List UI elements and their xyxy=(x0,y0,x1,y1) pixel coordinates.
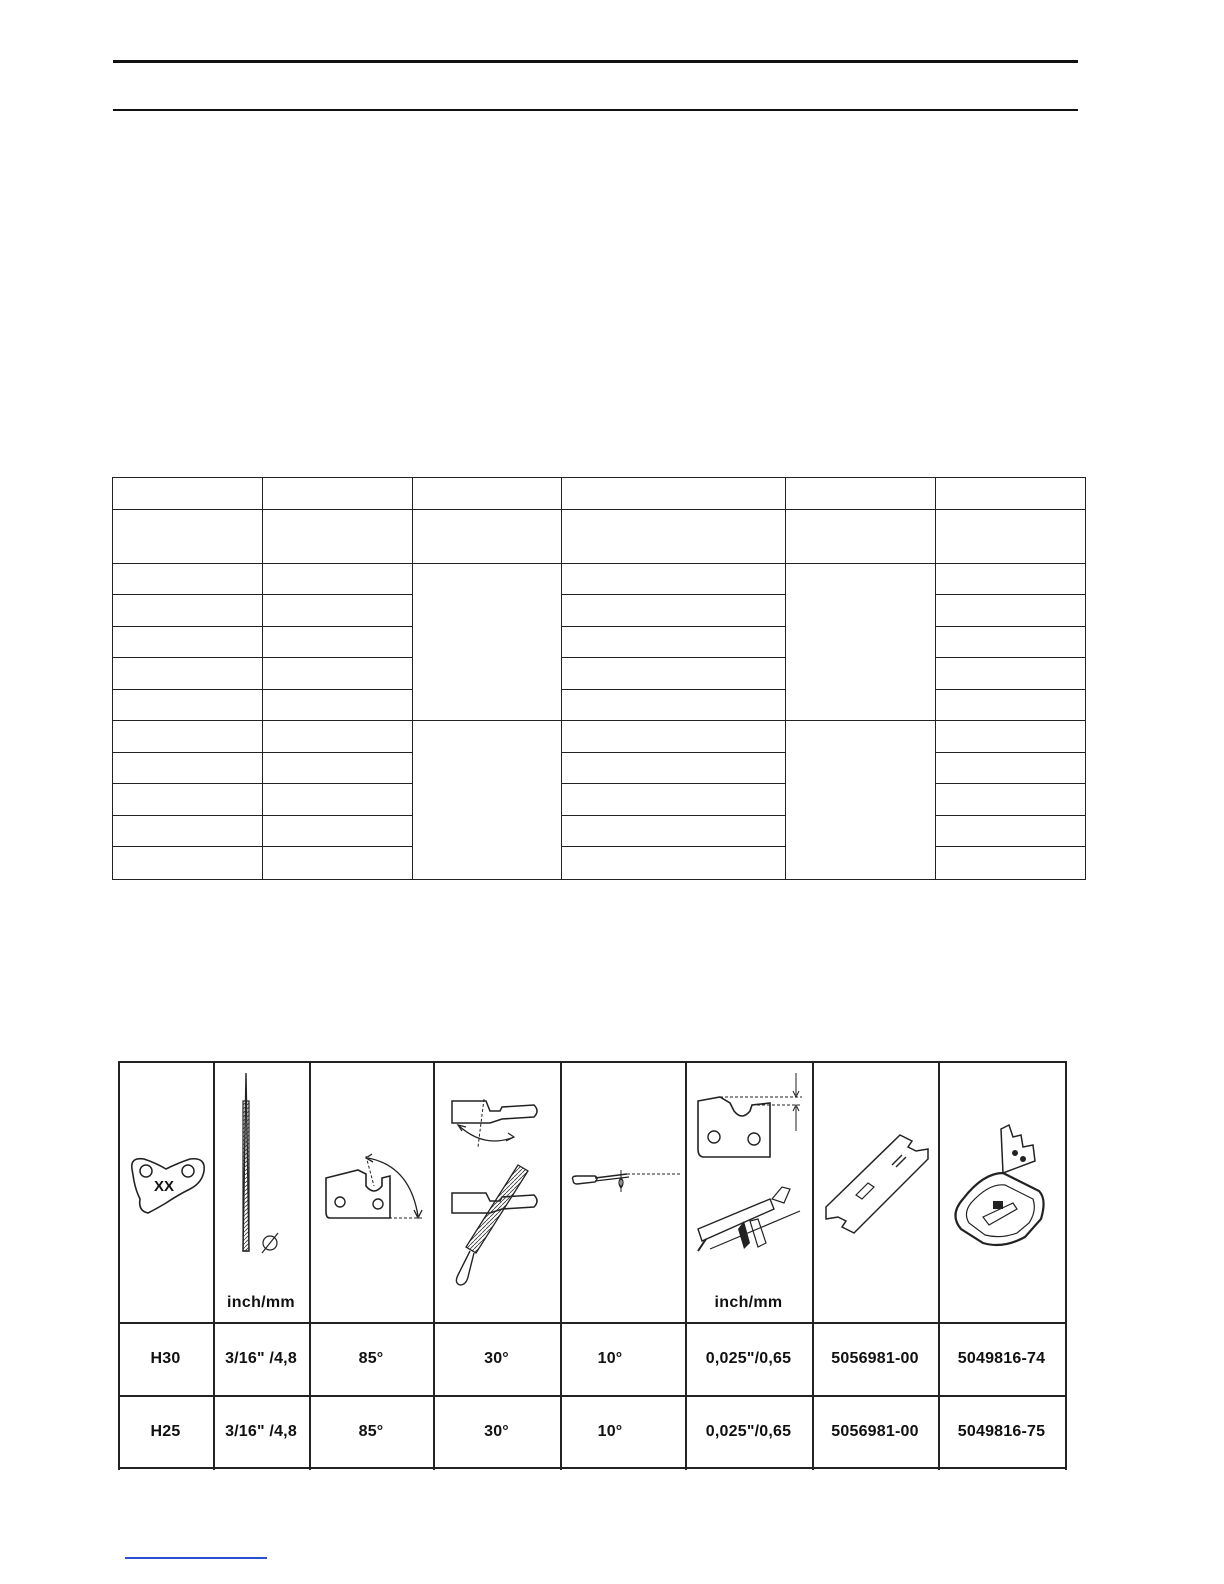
top-plate-angle: 85° xyxy=(358,1422,384,1440)
grid-cell xyxy=(935,626,1086,658)
grid-cell xyxy=(262,563,413,595)
cutter-marking-icon xyxy=(126,1151,208,1221)
file-guide-number: 5049816-74 xyxy=(957,1350,1046,1367)
grid-cell xyxy=(262,594,413,627)
round-file-icon xyxy=(233,1071,303,1256)
grid-cell xyxy=(112,689,263,721)
grid-cell xyxy=(561,689,786,721)
grid-cell xyxy=(262,720,413,753)
grid-cell xyxy=(935,752,1086,784)
side-angle: 30° xyxy=(484,1422,509,1440)
file-tilt-angle-icon xyxy=(565,1156,683,1206)
grid-cell xyxy=(262,815,413,847)
grid-cell xyxy=(935,594,1086,627)
grid-cell xyxy=(412,563,562,721)
grid-cell xyxy=(935,846,1086,880)
grid-cell xyxy=(935,563,1086,595)
second-rule xyxy=(113,109,1078,111)
grid-cell xyxy=(935,509,1086,564)
chain-specification-table xyxy=(118,1061,1067,1470)
grid-cell xyxy=(935,815,1086,847)
grid-cell xyxy=(561,477,786,510)
depth-gauge-setting-icon xyxy=(690,1071,808,1271)
file-diameter-unit: inch/mm xyxy=(227,1294,295,1311)
grid-cell xyxy=(112,657,263,690)
grid-cell xyxy=(412,720,562,880)
chain-type: H25 xyxy=(150,1422,181,1440)
grid-cell xyxy=(561,509,786,564)
grid-cell xyxy=(561,752,786,784)
side-plate-angle-icon xyxy=(438,1089,556,1289)
grid-cell xyxy=(785,509,936,564)
depth-gauge-unit: inch/mm xyxy=(714,1294,783,1311)
grid-cell xyxy=(262,657,413,690)
empty-grid-table xyxy=(112,477,1085,879)
grid-cell xyxy=(112,720,263,753)
tilt-angle: 10° xyxy=(597,1422,623,1440)
grid-cell xyxy=(412,509,562,564)
grid-cell xyxy=(262,477,413,510)
grid-cell xyxy=(785,720,936,880)
grid-cell xyxy=(412,477,562,510)
top-rule xyxy=(113,60,1078,63)
grid-cell xyxy=(561,657,786,690)
grid-cell xyxy=(262,509,413,564)
grid-cell xyxy=(112,752,263,784)
gauge-tool-number: 5056981-00 xyxy=(831,1422,919,1440)
grid-cell xyxy=(935,720,1086,753)
grid-cell xyxy=(112,783,263,816)
grid-cell xyxy=(112,626,263,658)
grid-cell xyxy=(262,846,413,880)
grid-cell xyxy=(112,563,263,595)
gauge-tool-number: 5056981-00 xyxy=(831,1350,919,1367)
grid-cell xyxy=(561,594,786,627)
file-diameter: 3/16" /4,8 xyxy=(225,1350,297,1367)
grid-cell xyxy=(112,846,263,880)
grid-cell xyxy=(935,783,1086,816)
grid-cell xyxy=(935,477,1086,510)
chain-type: H30 xyxy=(150,1350,181,1367)
grid-cell xyxy=(262,626,413,658)
grid-cell xyxy=(262,689,413,721)
top-plate-angle-icon xyxy=(318,1146,428,1226)
grid-cell xyxy=(561,846,786,880)
grid-cell xyxy=(785,477,936,510)
file-diameter: 3/16" /4,8 xyxy=(225,1422,297,1440)
tilt-angle: 10° xyxy=(597,1350,623,1367)
grid-cell xyxy=(112,594,263,627)
grid-cell xyxy=(262,783,413,816)
grid-cell xyxy=(262,752,413,784)
depth-gauge: 0,025"/0,65 xyxy=(705,1350,792,1367)
side-angle: 30° xyxy=(484,1350,509,1367)
grid-cell xyxy=(935,657,1086,690)
grid-cell xyxy=(112,509,263,564)
grid-cell xyxy=(112,815,263,847)
depth-gauge-tool-icon xyxy=(820,1129,934,1239)
depth-gauge: 0,025"/0,65 xyxy=(705,1422,792,1440)
grid-cell xyxy=(561,626,786,658)
file-guide-number: 5049816-75 xyxy=(957,1422,1046,1440)
cutter-mark-text: XX xyxy=(154,1178,175,1195)
grid-cell xyxy=(561,783,786,816)
grid-cell xyxy=(561,815,786,847)
grid-cell xyxy=(561,563,786,595)
grid-cell xyxy=(112,477,263,510)
footer-link-underline[interactable] xyxy=(125,1557,267,1559)
grid-cell xyxy=(935,689,1086,721)
top-plate-angle: 85° xyxy=(358,1350,384,1367)
grid-cell xyxy=(561,720,786,753)
file-guide-icon xyxy=(943,1119,1061,1254)
grid-cell xyxy=(785,563,936,721)
